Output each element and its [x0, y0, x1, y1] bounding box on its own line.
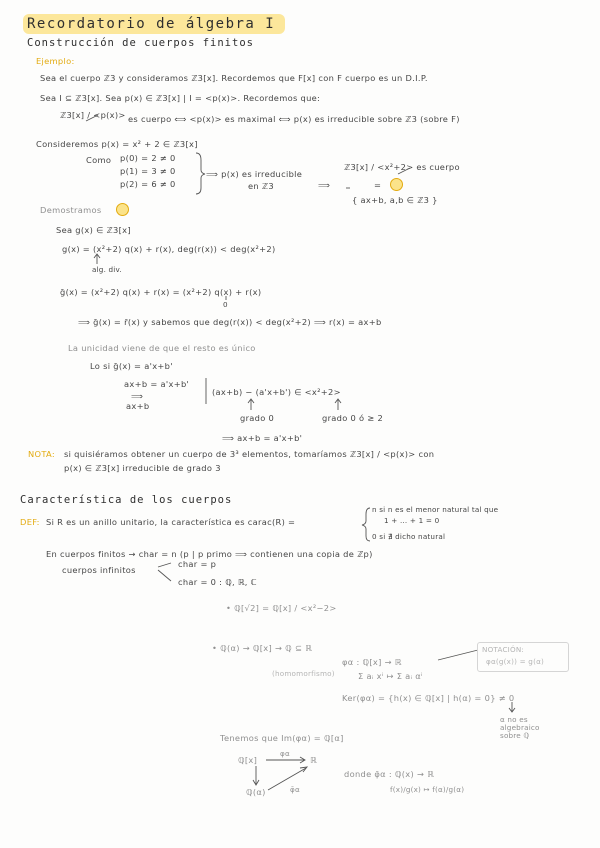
diag-phi-label: φα: [280, 749, 290, 758]
zero-mark: 0: [223, 300, 228, 309]
q-sqrt2: • ℚ[√2] = ℚ[x] / <x²−2>: [226, 603, 337, 613]
line-consider: Consideremos p(x) = x² + 2 ∈ ℤ3[x]: [36, 139, 198, 149]
label-def: DEF:: [20, 517, 40, 527]
p-at-1: p(1) = 3 ≠ 0: [120, 166, 176, 176]
grado-2: grado 0 ó ≥ 2: [322, 413, 384, 423]
line-3: es cuerpo ⟺ <p(x)> es maximal ⟺ p(x) es irreducible sobre ℤ3 (sobre F): [128, 114, 460, 124]
diag-phibar-label: φ̄α: [290, 785, 300, 794]
kernel-line: Ker(φα) = {h(x) ∈ ℚ[x] | h(α) = 0} ≠ 0: [342, 693, 515, 703]
label-nota: NOTA:: [28, 449, 55, 459]
unicidad: La unicidad viene de que el resto es único: [68, 343, 256, 353]
diag-arrow-diag: [268, 768, 306, 790]
algebraic-note: α no es algebraico sobre ℚ: [500, 715, 540, 740]
def-line: Si R es un anillo unitario, la característica es carac(R) =: [46, 517, 296, 527]
division: g(x) = (x²+2) q(x) + r(x), deg(r(x)) < deg(x²+2): [62, 244, 276, 254]
en-z3: en ℤ3: [248, 181, 274, 191]
nota-line-1: si quisiéramos obtener un cuerpo de 3³ elementos, tomaríamos ℤ3[x] / <p(x)> con: [64, 449, 435, 459]
section-2-title: Característica de los cuerpos: [20, 494, 233, 506]
brace-def: [362, 508, 370, 541]
implies-arrow: ⟹: [318, 180, 331, 190]
case-1a: n si n es el menor natural tal que: [372, 505, 499, 514]
page-title: Recordatorio de álgebra I: [27, 16, 276, 32]
final-equality: ⟹ ax+b = a'x+b': [222, 433, 303, 443]
equals-sign: =: [374, 180, 382, 190]
phi-alpha: φα : ℚ[x] → ℝ: [342, 657, 402, 667]
case-2: 0 si ∄ dicho natural: [372, 532, 446, 541]
diag-qx: ℚ[x]: [238, 755, 258, 765]
donde-map: f(x)/g(x) ↦ f(α)/g(α): [390, 785, 465, 794]
element-set: { ax+b, a,b ∈ ℤ3 }: [352, 195, 438, 205]
label-como: Como: [86, 155, 112, 165]
g-bar: ḡ(x) = (x²+2) q(x) + r(x) = (x²+2) q(x) + r(x): [60, 287, 262, 297]
infinite-fields: cuerpos infinitos: [62, 565, 136, 575]
g-result: ⟹ ḡ(x) = r̄(x) y sabemos que deg(r(x)) < deg(x²+2) ⟹ r(x) = ax+b: [78, 317, 382, 327]
hence-mark: ⟹: [131, 391, 144, 401]
donde-line: donde φ̄α : ℚ(x) → ℝ: [344, 769, 435, 779]
label-ejemplo: Ejemplo:: [36, 56, 75, 66]
finite-fields: En cuerpos finitos → char = n (p | p primo ⟹ contienen una copia de ℤp): [46, 549, 373, 559]
lo-si: Lo si ḡ(x) = a'x+b': [90, 361, 173, 371]
alg-div: alg. div.: [92, 265, 122, 274]
grado-0: grado 0: [240, 413, 275, 423]
irreducible-text: ⟹ p(x) es irreducible: [206, 169, 303, 179]
line-2: Sea I ⊆ ℤ3[x]. Sea p(x) ∈ ℤ3[x] | I = <p(x)>. Recordemos que:: [40, 93, 321, 103]
nota-line-2: p(x) ∈ ℤ3[x] irreducible de grado 3: [64, 463, 221, 473]
cuerpo-fraction: ℤ3[x] / <x²+2> es cuerpo: [344, 162, 460, 172]
sea-g: Sea g(x) ∈ ℤ3[x]: [56, 225, 131, 235]
frac-equality: ax+b = a'x+b': [124, 379, 190, 389]
diag-q-alpha: ℚ(α): [246, 787, 266, 797]
char-0: char = 0 : ℚ, ℝ, ℂ: [178, 577, 257, 587]
p-at-0: p(0) = 2 ≠ 0: [120, 153, 176, 163]
ax-plus-b: ax+b: [126, 401, 150, 411]
brace-p-values: [196, 153, 205, 194]
ideal-membership: (ax+b) − (a'x+b') ∈ <x²+2>: [212, 387, 341, 397]
label-demostramos: Demostramos: [40, 205, 102, 215]
case-1b: 1 + ... + 1 = 0: [384, 516, 440, 525]
notation-content: φα(g(x)) = g(α): [486, 657, 545, 666]
branch-arrow-2: [158, 570, 171, 581]
page-subtitle: Construcción de cuerpos finitos: [27, 37, 254, 49]
homomorfismo: (homomorfismo): [272, 669, 335, 678]
label-notacion: NOTACIÓN:: [482, 645, 525, 654]
tenemos-line: Tenemos que Im(φα) = ℚ[α]: [220, 733, 344, 743]
chain-line: • ℚ(α) → ℚ[x] → ℚ ⊆ ℝ: [212, 643, 313, 653]
highlight-circle-1: [390, 178, 403, 191]
p-at-2: p(2) = 6 ≠ 0: [120, 179, 176, 189]
char-p: char = p: [178, 559, 217, 569]
branch-arrow-1: [158, 563, 171, 567]
sum-map: Σ aᵢ xⁱ ↦ Σ aᵢ αⁱ: [358, 671, 423, 681]
highlight-circle-2: [116, 203, 129, 216]
quotient-ring: ℤ3[x] / <p(x)>: [60, 110, 126, 120]
diag-r: ℝ: [310, 755, 317, 765]
line-1: Sea el cuerpo ℤ3 y consideramos ℤ3[x]. Recordemos que F[x] con F cuerpo es un D.I.P.: [40, 73, 428, 83]
